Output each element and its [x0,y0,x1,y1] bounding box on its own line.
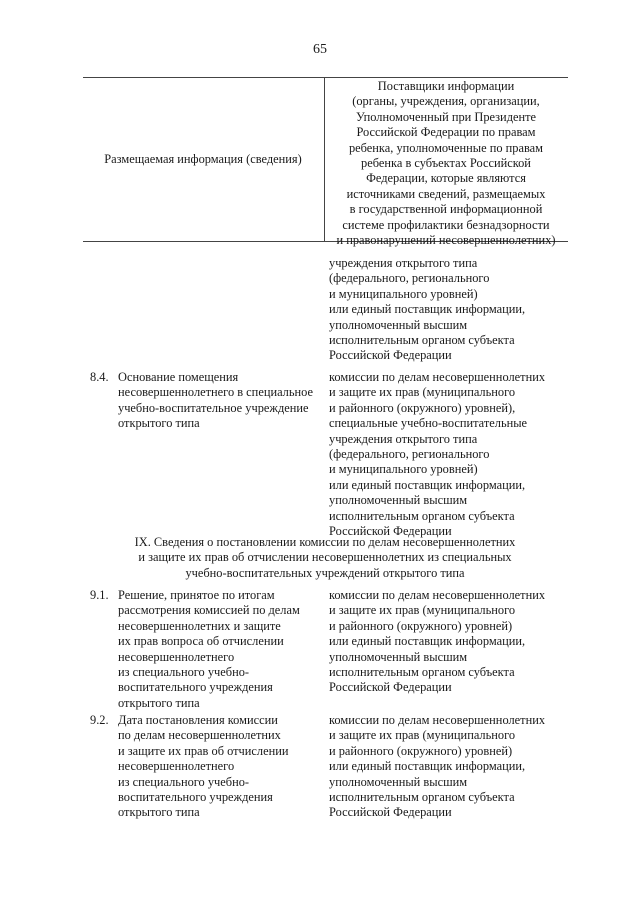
section-ix-title: IX. Сведения о постановлении комиссии по делам несовершеннолетних и защите их прав об отчислении несовершеннолетних из специальных учебно-воспитательных учреждений открытого типа [134,535,516,580]
row-suppliers-9-1: комиссии по делам несовершеннолетних и защите их прав (муниципального и районного (окружного) уровней) или единый поставщик информации, уполномоченный высшим исполнительным органом субъекта Российской Федерации [329,588,546,695]
header-suppliers-column: Поставщики информации (органы, учреждения, организации, Уполномоченный при Президенте Российской Федерации по правам ребенка, уполномоченные по правам ребенка в субъектах Российской Федерации, которые являются источниками сведений, размещаемых в государственной информационной системе профилактики безнадзорности и правонарушений несовершеннолетних) [336,79,556,248]
page-number: 65 [313,42,327,57]
row-number-9-1: 9.1. [90,588,109,602]
row-number-9-2: 9.2. [90,713,109,727]
row-suppliers-8-4: комиссии по делам несовершеннолетних и защите их прав (муниципального и районного (окружного) уровней), специальные учебно-воспитательные учреждения открытого типа (федерального, регионального и муниципального уровней) или единый поставщик информации, уполномоченный высшим исполнительным органом субъекта Российской Федерации [329,370,546,539]
row-suppliers-9-2: комиссии по делам несовершеннолетних и защите их прав (муниципального и районного (окружного) уровней) или единый поставщик информации, уполномоченный высшим исполнительным органом субъекта Российской Федерации [329,713,546,820]
row-number-8-4: 8.4. [90,370,109,384]
row-info-9-2: Дата постановления комиссии по делам несовершеннолетних и защите их прав об отчислении несовершеннолетнего из специального учебно- воспитательного учреждения открытого типа [118,713,289,820]
header-column-divider [324,78,325,241]
table-top-border [83,77,568,78]
row-info-8-4: Основание помещения несовершеннолетнего в специальное учебно-воспитательное учреждение открытого типа [118,370,313,431]
continuation-suppliers: учреждения открытого типа (федерального, регионального и муниципального уровней) или единый поставщик информации, уполномоченный высшим исполнительным органом субъекта Российской Федерации [329,256,526,363]
row-info-9-1: Решение, принятое по итогам рассмотрения комиссией по делам несовершеннолетних и защите их прав вопроса об отчислении несовершеннолетнего из специального учебно- воспитательного учреждения открытого типа [118,588,300,710]
header-info-column: Размещаемая информация (сведения) [104,152,302,166]
